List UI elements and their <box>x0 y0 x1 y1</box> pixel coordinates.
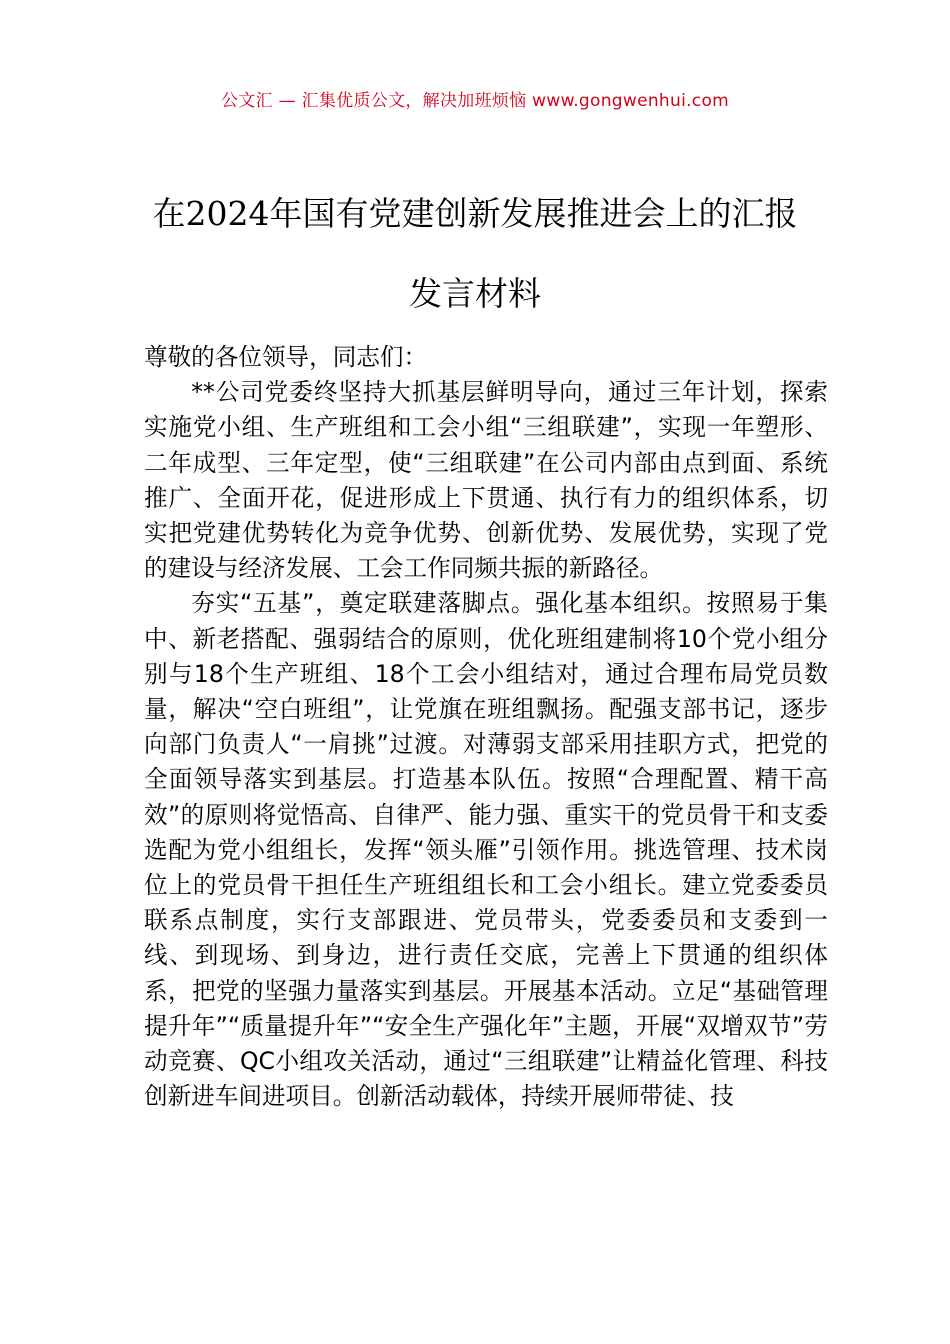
site-header-banner <box>0 86 950 111</box>
document-title: 在2024年国有党建创新发展推进会上的汇报发言材料 <box>152 194 798 313</box>
document-body <box>144 340 828 1114</box>
paragraph-intro: **公司党委终坚持大抓基层鲜明导向，通过三年计划，探索实施党小组、生产班组和工会小组“三组联建”，实现一年塑形、二年成型、三年定型，使“三组联建”在公司内部由点到面、系统推广、全面开花，促进形成上下贯通、执行有力的组织体系，切实把党建优势转化为竞争优势、创新优势、发展优势，实现了党的建设与经济发展、工会工作同频共振的新路径。 <box>144 378 828 583</box>
greeting-line: 尊敬的各位领导，同志们： <box>144 343 428 371</box>
header-link-text[interactable]: 公文汇 — 汇集优质公文，解决加班烦恼 www.gongwenhui.com <box>220 91 730 111</box>
paragraph-five-basics: 夯实“五基”，奠定联建落脚点。强化基本组织。按照易于集中、新老搭配、强弱结合的原则，优化班组建制将10个党小组分别与18个生产班组、18个工会小组结对，通过合理布局党员数量，解决“空白班组”，让党旗在班组飘扬。配强支部书记，逐步向部门负责人“一肩挑”过渡。对薄弱支部采用挂职方式，把党的全面领导落实到基层。打造基本队伍。按照“合理配置、精干高效”的原则将觉悟高、自律严、能力强、重实干的党员骨干和支委选配为党小组组长，发挥“领头雁”引领作用。挑选管理、技术岗位上的党员骨干担任生产班组组长和工会小组长。建立党委委员联系点制度，实行支部跟进、党员带头，党委委员和支委到一线、到现场、到身边，进行责任交底，完善上下贯通的组织体系，把党的坚强力量落实到基层。开展基本活动。立足“基础管理提升年”“质量提升年”“安全生产强化年”主题，开展“双增双节”劳动竞赛、QC小组攻关活动，通过“三组联建”让精益化管理、科技创新进车间进项目。创新活动载体，持续开展师带徒、技 <box>144 589 828 1111</box>
